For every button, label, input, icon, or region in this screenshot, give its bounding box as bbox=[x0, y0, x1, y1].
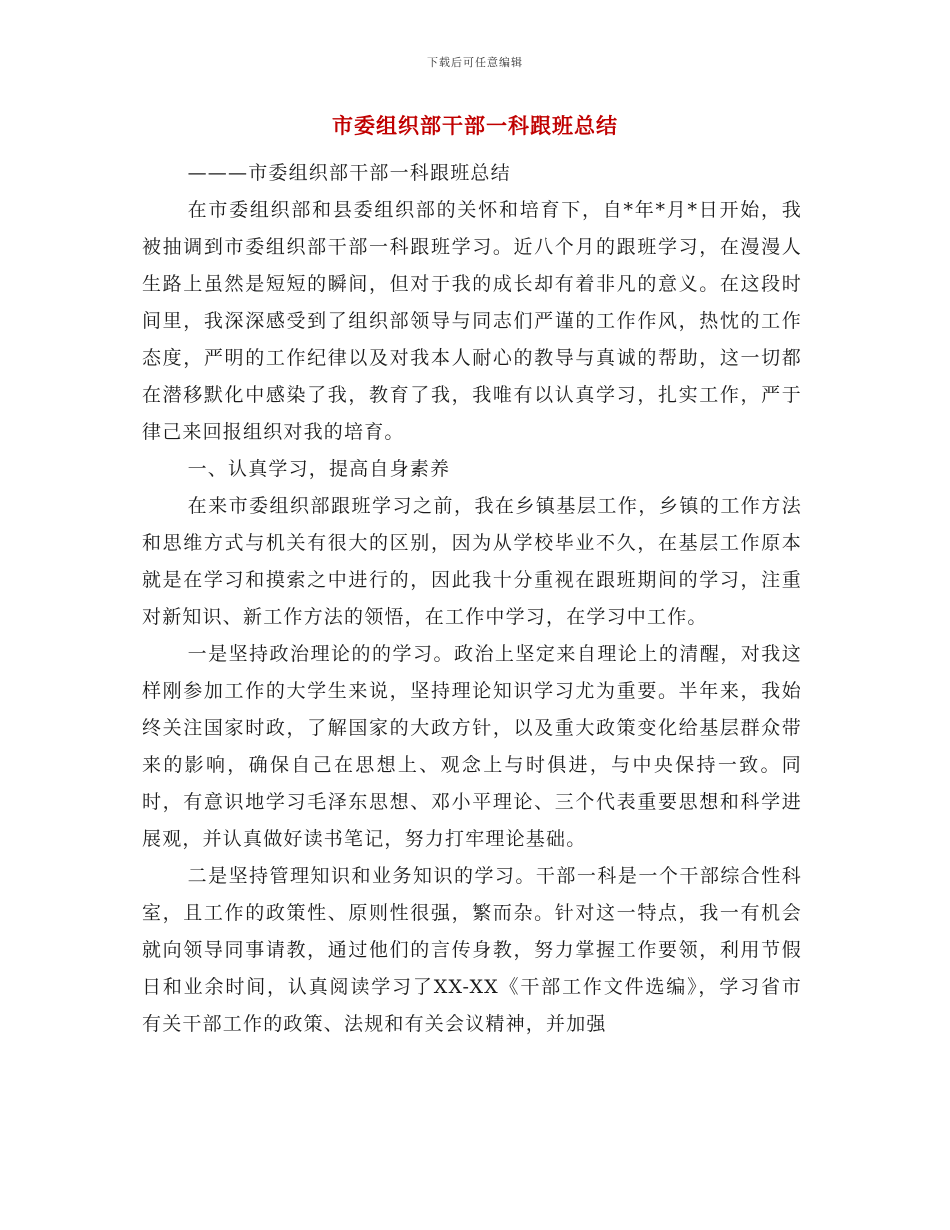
section-heading: 一、认真学习，提高自身素养 bbox=[187, 458, 451, 480]
body-paragraph: 在来市委组织部跟班学习之前，我在乡镇基层工作，乡镇的工作方法和思维方式与机关有很大的区别，因为从学校毕业不久，在基层工作原本就是在学习和摸索之中进行的，因此我十分重视在跟班期间的学习，注重对新知识、新工作方法的领悟，在工作中学习，在学习中工作。 bbox=[142, 495, 802, 628]
page-header-note: 下载后可任意编辑 bbox=[427, 56, 523, 69]
body-paragraph: 一是坚持政治理论的的学习。政治上坚定来自理论上的清醒，对我这样刚参加工作的大学生来说，坚持理论知识学习尤为重要。半年来，我始终关注国家时政，了解国家的大政方针，以及重大政策变化给基层群众带来的影响，确保自己在思想上、观念上与时俱进，与中央保持一致。同时，有意识地学习毛泽东思想、邓小平理论、三个代表重要思想和科学进展观，并认真做好读书笔记，努力打牢理论基础。 bbox=[142, 643, 802, 850]
document-title: 市委组织部干部一科跟班总结 bbox=[332, 113, 618, 138]
document-body bbox=[142, 155, 802, 1043]
body-paragraph: 在市委组织部和县委组织部的关怀和培育下，自*年*月*日开始，我被抽调到市委组织部干部一科跟班学习。近八个月的跟班学习，在漫漫人生路上虽然是短短的瞬间，但对于我的成长却有着非凡的意义。在这段时间里，我深深感受到了组织部领导与同志们严谨的工作作风，热忱的工作态度，严明的工作纪律以及对我本人耐心的教导与真诚的帮助，这一切都在潜移默化中感染了我，教育了我，我唯有以认真学习，扎实工作，严于律己来回报组织对我的培育。 bbox=[142, 199, 802, 443]
subtitle-paragraph: ———市委组织部干部一科跟班总结 bbox=[187, 162, 511, 184]
body-paragraph: 二是坚持管理知识和业务知识的学习。干部一科是一个干部综合性科室，且工作的政策性、原则性很强，繁而杂。针对这一特点，我一有机会就向领导同事请教，通过他们的言传身教，努力掌握工作要领，利用节假日和业余时间，认真阅读学习了XX-XX《干部工作文件选编》，学习省市有关干部工作的政策、法规和有关会议精神，并加强 bbox=[142, 865, 802, 1035]
